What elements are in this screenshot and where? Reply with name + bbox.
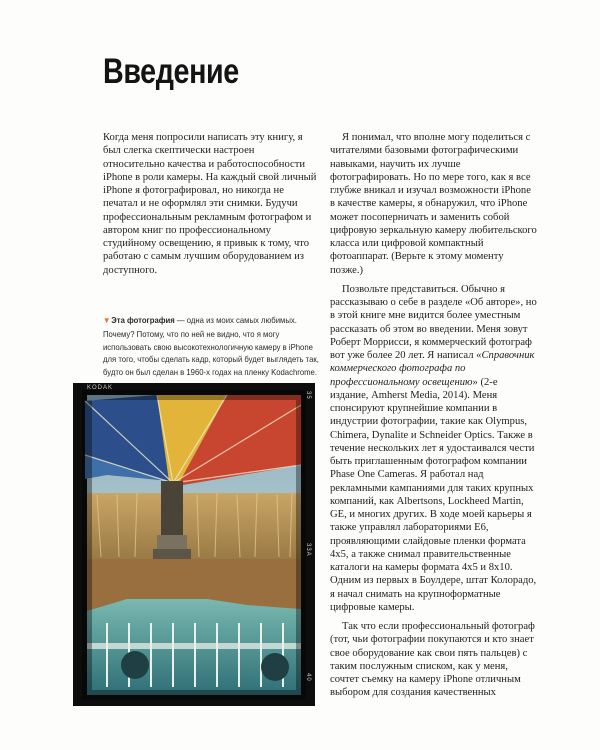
film-edge-number: 33A [305,543,311,557]
paragraph-2 [330,283,538,614]
film-edge-number: 40 [305,673,311,682]
paragraph-2-text-cont: » (2-е издание, Amherst Media, 2014). Меня спонсируют крупнейшие компании в индустрии фотографии, такие как Olympus, Chimera, Dynalite и Schneider Optics. Также в течение нескольких лет я удостаивался чести быть приглашенным фотографом компании Phase One Cameras. Я работал над рекламными кампаниями для таких крупных компаний, как Albertsons, Lockheed Martin, GE, и многих других. В ходе моей карьеры я также управлял лабораториями E6, проявляющими слайдовые пленки формата 4x5, а также снимал правительственные каталоги на камеры формата 4x5 и 8x10. Одним из первых в Боулдере, штат Колорадо, я начал снимать на крупноформатные цифровые камеры. [330,376,537,613]
right-column [330,131,538,700]
paragraph-1: Я понимал, что вполне могу поделиться с читателями базовыми фотографическими навыками, научить их лучше фотографировать. Но по мере того, как я все глубже вникал и изучал возможности iPhone в качестве камеры, я обнаружил, что iPhone может посоперничать и заменить собой цифровую зеркальную камеру любительского класса или цифровой компактный фотоаппарат. (Верьте к этому моменту позже.) [330,132,537,276]
book-title: Справочник коммерческого фотографа по профессиональному освещению [330,350,535,388]
left-column [103,131,318,277]
caption-marker-icon: ▼ [103,316,111,325]
photo-caption [103,314,324,379]
paragraph-2-text: Позвольте представиться. Обычно я рассказываю о себе в разделе «Об авторе», но в этой книге мне видится более уместным рассказать об этом во введении. Меня зовут Роберт Моррисси, я коммерческий фотограф вот уже более 20 лет. Я написал « [330,283,537,361]
paragraph-3: Так что если профессиональный фотограф (тот, чьи фотографии покупаются и кто знает свое оборудование как свои пять пальцев) с таким послужным списком, как у меня, сочтет съемку на камеру iPhone отличным выбором для создания качественных [330,621,535,699]
film-edge-number: 35 [305,391,311,400]
page-title: Введение [103,52,239,91]
caption-text: — одна из моих самых любимых. Почему? Потому, что по ней не видно, что я могу использовать свою высокотехнологичную камеру в iPhone для того, чтобы сделать кадр, который будет выглядеть так, будто он был сделан в 1960-х годах на пленку Kodachrome. [103,315,319,378]
caption-lead: Эта фотография [111,315,175,325]
vintage-carousel-photo [73,383,315,706]
intro-paragraph: Когда меня попросили написать эту книгу, я был слегка скептически настроен относительно качества и работоспособности iPhone в роли камеры. На каждый свой личный iPhone я фотографировал, но никогда не печатал и не оформлял эти снимки. Будучи профессиональным рекламным фотографом и автором книг по профессиональному студийному освещению, я привык к тому, что работаю с самым лучшим оборудованием из доступного. [103,132,317,276]
photo-image [73,383,315,706]
film-edge-text: KODAK [87,385,114,391]
